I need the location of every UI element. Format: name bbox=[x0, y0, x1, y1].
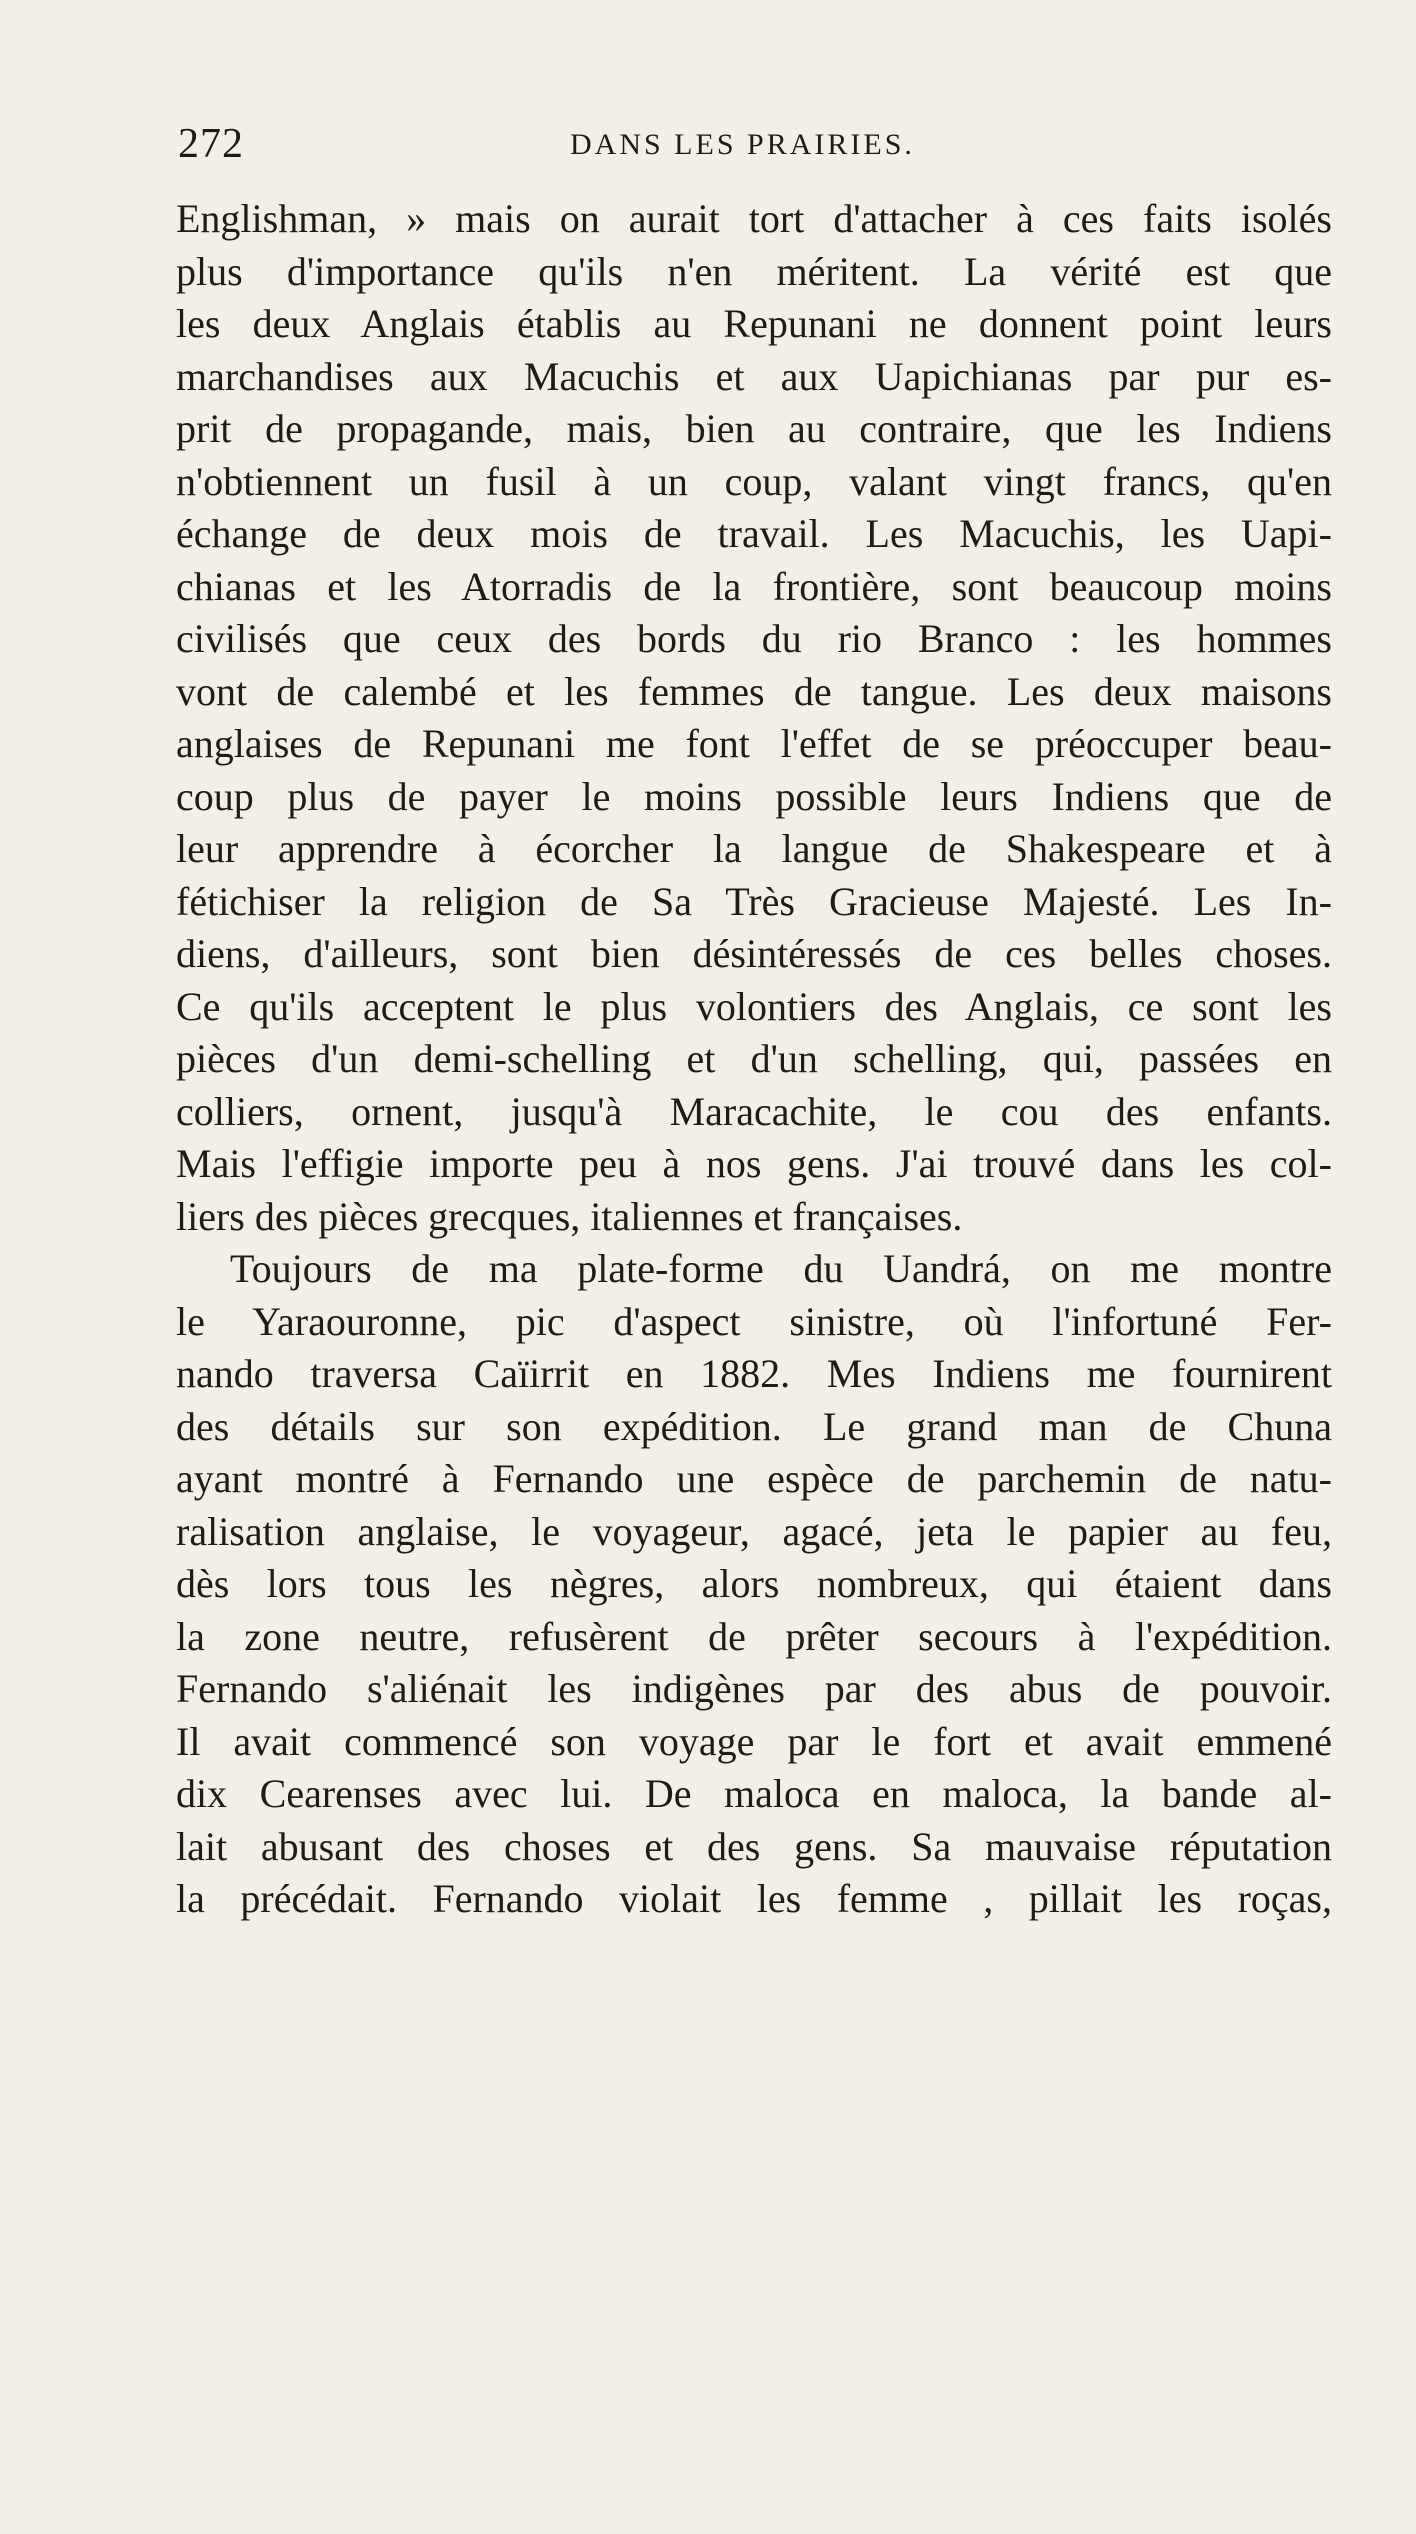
text-line: anglaises de Repunani me font l'effet de se préoccuper beau- bbox=[176, 721, 1332, 766]
text-line: la zone neutre, refusèrent de prêter secours à l'expédition. bbox=[176, 1613, 1332, 1659]
text-line: coup plus de payer le moins possible leurs Indiens que de bbox=[176, 773, 1332, 819]
body-text bbox=[176, 193, 1332, 1926]
text-line: prit de propagande, mais, bien au contraire, que les Indiens bbox=[176, 406, 1332, 451]
text-line: le Yaraouronne, pic d'aspect sinistre, où l'infortuné Fer- bbox=[176, 1298, 1332, 1344]
text-line: échange de deux mois de travail. Les Macuchis, les Uapi- bbox=[176, 511, 1332, 556]
text-line: Mais l'effigie importe peu à nos gens. J'ai trouvé dans les col- bbox=[176, 1141, 1332, 1186]
text-line: Il avait commencé son voyage par le fort et avait emmené bbox=[176, 1718, 1332, 1764]
text-line: plus d'importance qu'ils n'en méritent. La vérité est que bbox=[176, 248, 1332, 294]
text-line: Ce qu'ils acceptent le plus volontiers des Anglais, ce sont les bbox=[176, 983, 1332, 1029]
page-number: 272 bbox=[178, 121, 244, 167]
text-line-paragraph-start: Toujours de ma plate-forme du Uandrá, on me montre bbox=[230, 1246, 1332, 1291]
text-line: des détails sur son expédition. Le grand man de Chuna bbox=[176, 1403, 1332, 1449]
text-line: Fernando s'aliénait les indigènes par des abus de pouvoir. bbox=[176, 1666, 1332, 1711]
text-line-paragraph-end: liers des pièces grecques, italiennes et françaises. bbox=[176, 1193, 963, 1239]
text-line: la précédait. Fernando violait les femme , pillait les roças, bbox=[176, 1876, 1332, 1921]
text-line: nando traversa Caïirrit en 1882. Mes Indiens me fournirent bbox=[176, 1351, 1332, 1396]
text-line: leur apprendre à écorcher la langue de Shakespeare et à bbox=[176, 826, 1332, 871]
text-line: diens, d'ailleurs, sont bien désintéressés de ces belles choses. bbox=[176, 931, 1332, 976]
text-line: civilisés que ceux des bords du rio Branco : les hommes bbox=[176, 616, 1332, 661]
text-line: ralisation anglaise, le voyageur, agacé, jeta le papier au feu, bbox=[176, 1508, 1332, 1554]
running-title: DANS LES PRAIRIES. bbox=[570, 128, 915, 161]
text-line: pièces d'un demi-schelling et d'un schelling, qui, passées en bbox=[176, 1036, 1332, 1081]
text-line: Englishman, » mais on aurait tort d'attacher à ces faits isolés bbox=[176, 196, 1332, 241]
text-line: dès lors tous les nègres, alors nombreux, qui étaient dans bbox=[176, 1561, 1332, 1606]
text-line: dix Cearenses avec lui. De maloca en maloca, la bande al- bbox=[176, 1771, 1332, 1816]
text-line: chianas et les Atorradis de la frontière, sont beaucoup moins bbox=[176, 563, 1332, 609]
text-line: marchandises aux Macuchis et aux Uapichianas par pur es- bbox=[176, 353, 1332, 399]
text-line: vont de calembé et les femmes de tangue. Les deux maisons bbox=[176, 668, 1332, 714]
text-line: colliers, ornent, jusqu'à Maracachite, le cou des enfants. bbox=[176, 1088, 1332, 1134]
text-line: n'obtiennent un fusil à un coup, valant vingt francs, qu'en bbox=[176, 458, 1332, 504]
text-line: lait abusant des choses et des gens. Sa mauvaise réputation bbox=[176, 1823, 1332, 1869]
text-line: les deux Anglais établis au Repunani ne donnent point leurs bbox=[176, 301, 1332, 346]
text-line: fétichiser la religion de Sa Très Gracieuse Majesté. Les In- bbox=[176, 878, 1332, 924]
text-line: ayant montré à Fernando une espèce de parchemin de natu- bbox=[176, 1456, 1332, 1501]
